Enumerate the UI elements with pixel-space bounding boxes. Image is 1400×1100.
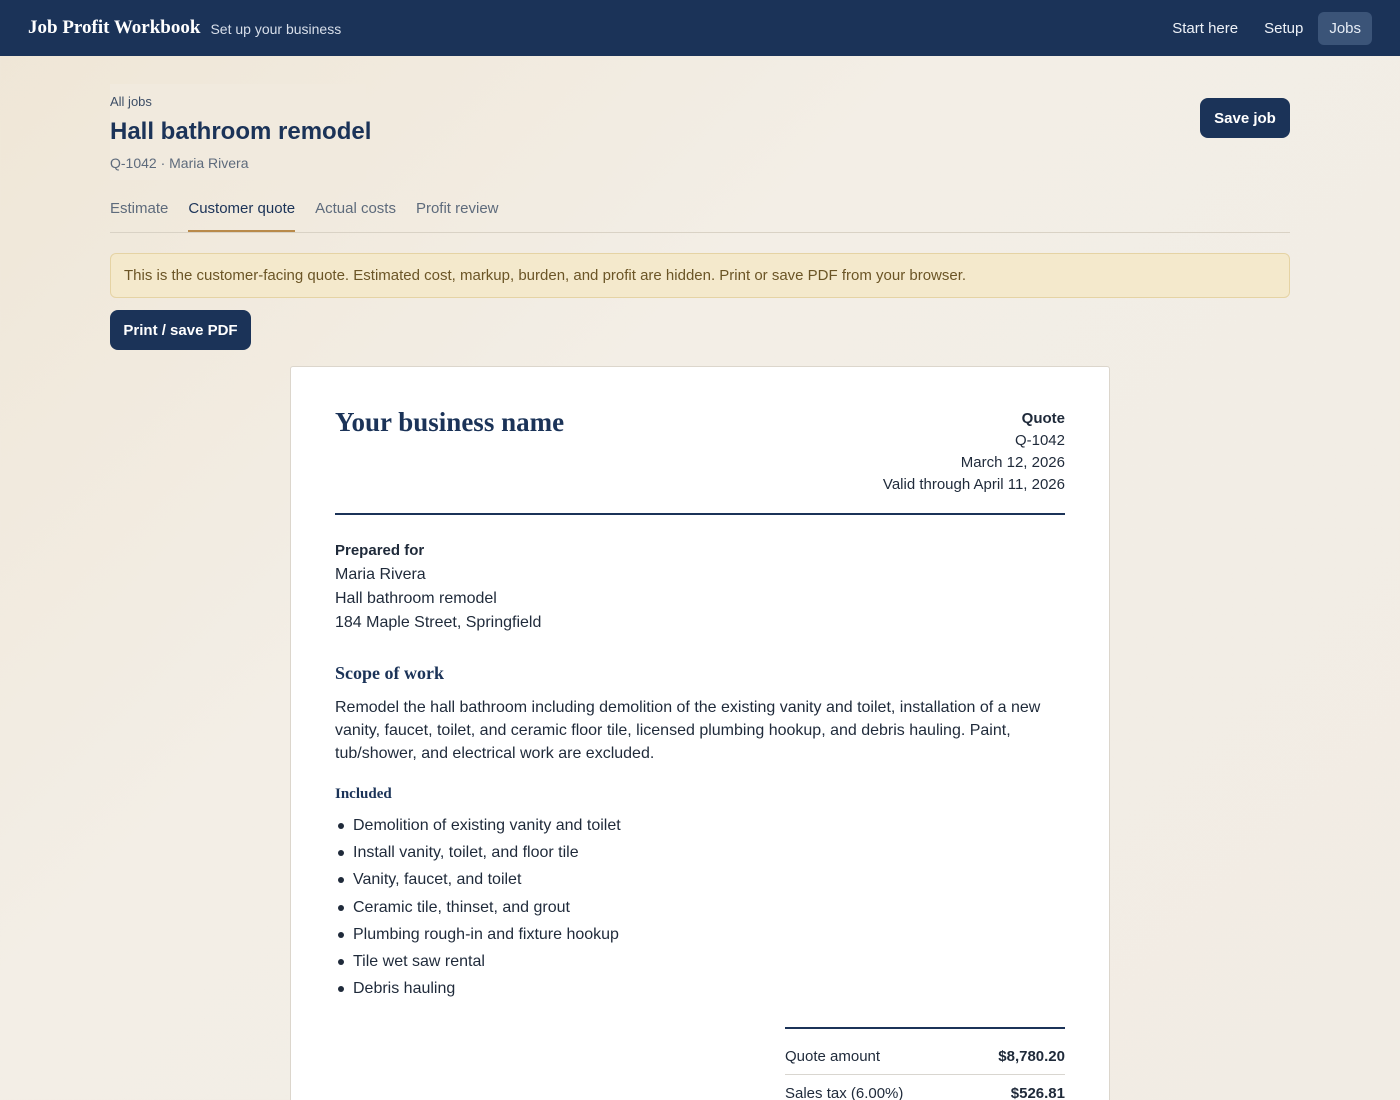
list-item: Plumbing rough-in and fixture hookup: [335, 924, 621, 951]
quote-valid-through: Valid through April 11, 2026: [882, 476, 1065, 493]
quote-document: [290, 366, 1110, 1100]
app-brand[interactable]: Job Profit Workbook: [28, 17, 201, 38]
save-job-button[interactable]: Save job: [1200, 98, 1290, 138]
nav-start-here[interactable]: Start here: [1172, 19, 1239, 37]
tab-actual-costs[interactable]: Actual costs: [315, 200, 396, 217]
included-title: Included: [335, 786, 392, 802]
list-item: Tile wet saw rental: [335, 951, 621, 978]
quote-number: Q-1042: [1014, 432, 1065, 449]
quote-date: March 12, 2026: [960, 454, 1065, 471]
scope-text: Remodel the hall bathroom including demolition of the existing vanity and toilet, installation of a new vanity, faucet, toilet, and ceramic floor tile, licensed plumbing hookup, and debris hauling. Paint, tub/shower, and electrical work are excluded.: [335, 699, 1041, 762]
notice-text: This is the customer-facing quote. Estimated cost, markup, burden, and profit are hidden. Print or save PDF from your browser.: [124, 267, 967, 284]
list-item: Debris hauling: [335, 978, 621, 1005]
page-title: Hall bathroom remodel: [110, 118, 372, 145]
quote-meta: [883, 408, 1065, 496]
client-name: Maria Rivera: [335, 566, 426, 583]
main-nav: [1161, 12, 1372, 45]
list-item: Vanity, faucet, and toilet: [335, 869, 621, 896]
business-name: Your business name: [335, 407, 565, 437]
totals-divider: [785, 1027, 1065, 1029]
app-subtitle: Set up your business: [210, 21, 342, 37]
info-notice: [110, 253, 1290, 298]
quote-amount-value: $8,780.20: [998, 1048, 1065, 1065]
sales-tax-label: Sales tax (6.00%): [785, 1085, 904, 1100]
included-list: [335, 815, 621, 1005]
quote-doc-title: Quote: [1021, 410, 1065, 427]
totals-separator: [785, 1074, 1065, 1075]
list-item: Demolition of existing vanity and toilet: [335, 815, 621, 842]
sales-tax-value: $526.81: [1010, 1085, 1065, 1100]
tab-profit-review[interactable]: Profit review: [415, 200, 499, 217]
list-item: Ceramic tile, thinset, and grout: [335, 897, 621, 924]
project-name: Hall bathroom remodel: [335, 590, 497, 607]
client-address: 184 Maple Street, Springfield: [335, 614, 542, 631]
job-subtitle: Q-1042 · Maria Rivera: [110, 155, 249, 171]
tab-customer-quote[interactable]: Customer quote: [188, 186, 295, 232]
header-divider: [335, 513, 1065, 515]
breadcrumb-all-jobs[interactable]: All jobs: [110, 94, 152, 109]
nav-setup[interactable]: Setup: [1264, 19, 1304, 37]
tab-estimate[interactable]: Estimate: [110, 200, 169, 217]
nav-jobs[interactable]: Jobs: [1318, 12, 1372, 45]
print-save-pdf-button[interactable]: Print / save PDF: [110, 310, 251, 350]
scope-title: Scope of work: [335, 663, 444, 683]
prepared-for-label: Prepared for: [335, 542, 425, 559]
quote-amount-label: Quote amount: [785, 1048, 881, 1065]
top-bar: [0, 0, 1400, 56]
list-item: Install vanity, toilet, and floor tile: [335, 842, 621, 869]
sales-tax-row: [785, 1085, 1065, 1100]
quote-amount-row: [785, 1048, 1065, 1065]
job-tabs: [110, 186, 1290, 233]
